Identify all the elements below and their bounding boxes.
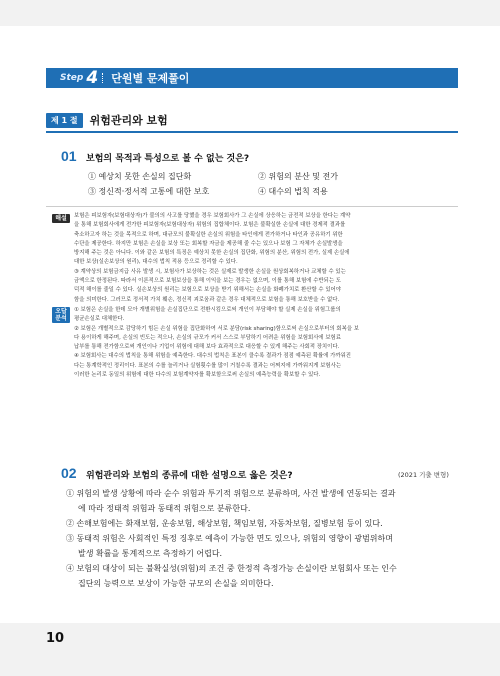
choice-2[interactable]: ② 위험의 분산 및 전가 [258, 172, 338, 181]
step-title: 단원별 문제풀이 [111, 72, 190, 85]
choice-line: 발생 확률을 통계적으로 측정하기 어렵다. [78, 549, 223, 558]
divider [46, 206, 458, 207]
choice-line: 집단의 능력으로 보상이 가능한 규모의 손실을 의미한다. [78, 579, 274, 588]
answer-line: ① 보험은 손실을 한데 모아 개별위험을 손실집단으로 전환시킴으로써 개인이 부담해야 할 실제 손실을 위험그룹의 [74, 307, 341, 313]
answer-line: ④ 보험회사는 대수의 법칙을 통해 위험을 예측한다. 대수의 법칙은 표본이 클수록 결과가 점점 예측된 확률에 가까워진 [74, 353, 351, 360]
explanation-line: 방지해 주는 것은 아니다. 이와 같은 보험의 특징은 예상치 못한 손실의 집단화, 위험의 분산, 위험의 전가, 실제 손실에 [74, 250, 350, 257]
step-number: 4 [86, 68, 99, 88]
answer-line: 이러한 논리로 동일의 위험에 대한 다수의 보험계약자를 확보함으로써 손실의 예측능력을 확보할 수 있다. [74, 372, 321, 379]
choice-list [66, 486, 461, 591]
choice-line: ③ 동태적 위험은 사회적인 특정 징후로 예측이 가능한 면도 있으나, 위험의 영향이 광범위하며 [66, 534, 393, 543]
section-chip: 제 1 절 [46, 113, 83, 128]
question-text: 위험관리와 보험의 종류에 대한 설명으로 옳은 것은? [86, 471, 293, 481]
exam-year-note: (2021 기출 변형) [398, 471, 449, 479]
choice-4[interactable]: ④ 대수의 법칙 적용 [258, 187, 328, 196]
explanation-line: 함을 의미한다. 그러므로 정서적 가치 훼손, 정신적 괴로움과 같은 경우 대체적으로 보험을 통해 보호받을 수 없다. [74, 296, 340, 303]
bottom-margin-band [0, 623, 500, 676]
question-text: 보험의 목적과 특성으로 볼 수 없는 것은? [86, 154, 250, 164]
choice-4[interactable] [66, 561, 461, 591]
choice-3[interactable]: ③ 정신적·정서적 고통에 대한 보호 [88, 187, 210, 196]
explanation-line: 축소하고자 하는 것을 목적으로 하며, 대규모의 불확실한 손실의 위험을 타인에게 전가하거나 타인과 공유하기 위한 [74, 231, 343, 238]
answer-line: 평균손실로 대체한다. [74, 316, 125, 323]
question-number: 02 [61, 465, 77, 481]
choice-line: ② 손해보험에는 화재보험, 운송보험, 해상보험, 책임보험, 자동차보험, 질병보험 등이 있다. [66, 519, 383, 528]
answer-line: 납부를 통해 전가함으로써 개인이나 기업이 위험에 대해 보다 효과적으로 대응할 수 있게 해주는 사회적 장치이다. [74, 344, 340, 351]
section-title: 위험관리와 보험 [89, 114, 168, 127]
explanation-line: 보험은 피보험자(보험대상자)가 불의의 사고를 당했을 경우 보험회사가 그 손실에 상응하는 금전적 보상을 한다는 계약 [74, 213, 351, 219]
answer-line: 다 용이하게 해주며, 손실의 빈도는 적으나, 손실의 규모가 커서 스스로 부담하기 어려운 위험을 보험회사에 보험료 [74, 334, 341, 341]
page-number: 10 [46, 631, 65, 646]
answer-line: ② 보험은 개별적으로 감당하기 힘든 손실 위험을 집단화하여 서로 분담(risk sharing)함으로써 손실으로부터의 회복을 보 [74, 325, 359, 332]
explanation-block [74, 212, 462, 305]
top-margin-band [0, 0, 500, 26]
explanation-tag: 해설 [52, 214, 70, 223]
answer-analysis-tag: 오답 분석 [52, 307, 70, 323]
section-header [46, 112, 458, 133]
explanation-line: 덕적 해이를 줄일 수 있다. 실손보상의 원리는 보험으로 보상을 받기 위해서는 손실을 화폐가치로 환산할 수 있어야 [74, 287, 341, 294]
choice-line: ④ 보험의 대상이 되는 불확실성(위험)의 조건 중 한정적 측정가능 손실이란 보험회사 또는 인수 [66, 564, 397, 573]
step-separator [102, 73, 105, 83]
answer-line: 다는 통계학적인 정리이다. 표본의 수를 늘리거나 실험횟수를 많이 거칠수록 결과는 어쩌지에 가까워지게 보험사는 [74, 362, 342, 369]
answer-analysis-block [74, 306, 462, 380]
explanation-line: 을 통해 보험회사에게 전가한 피보험자(보험대상자) 위험의 집합체이다. 보험은 불확실한 손실에 대한 경제적 결과를 [74, 222, 346, 229]
explanation-line: 금액으로 한정된다. 따라서 이론적으로 보험보상을 통해 이익을 보는 경우는 없으며, 이를 통해 보험에 수반되는 도 [74, 278, 341, 285]
step-label: Step [60, 73, 84, 83]
step-banner [46, 68, 458, 88]
choice-1[interactable]: ① 예상치 못한 손실의 집단화 [88, 172, 192, 181]
explanation-line: 대한 보상(실손보상의 원리), 대수의 법칙 적용 등으로 정리할 수 있다. [74, 259, 238, 266]
choice-2[interactable] [66, 516, 461, 531]
explanation-line: ③ 계약상의 보험금지급 사유 발생 시, 보험사가 보상하는 것은 실제로 발생한 손실을 원상회복하거나 교체할 수 있는 [74, 268, 346, 275]
choice-line: 에 따라 정태적 위험과 동태적 위험으로 분류한다. [78, 504, 251, 513]
choice-line: ① 위험의 발생 상황에 따라 순수 위험과 투기적 위험으로 분류하며, 사건 발생에 연동되는 결과 [66, 489, 396, 498]
choice-1[interactable] [66, 486, 461, 516]
question-number: 01 [61, 148, 77, 164]
explanation-line: 수단을 제공한다. 하지만 보험은 손실을 보상 또는 회복할 자금을 제공해 줄 수는 있으나 보험 그 자체가 손실발생을 [74, 240, 343, 247]
choice-3[interactable] [66, 531, 461, 561]
